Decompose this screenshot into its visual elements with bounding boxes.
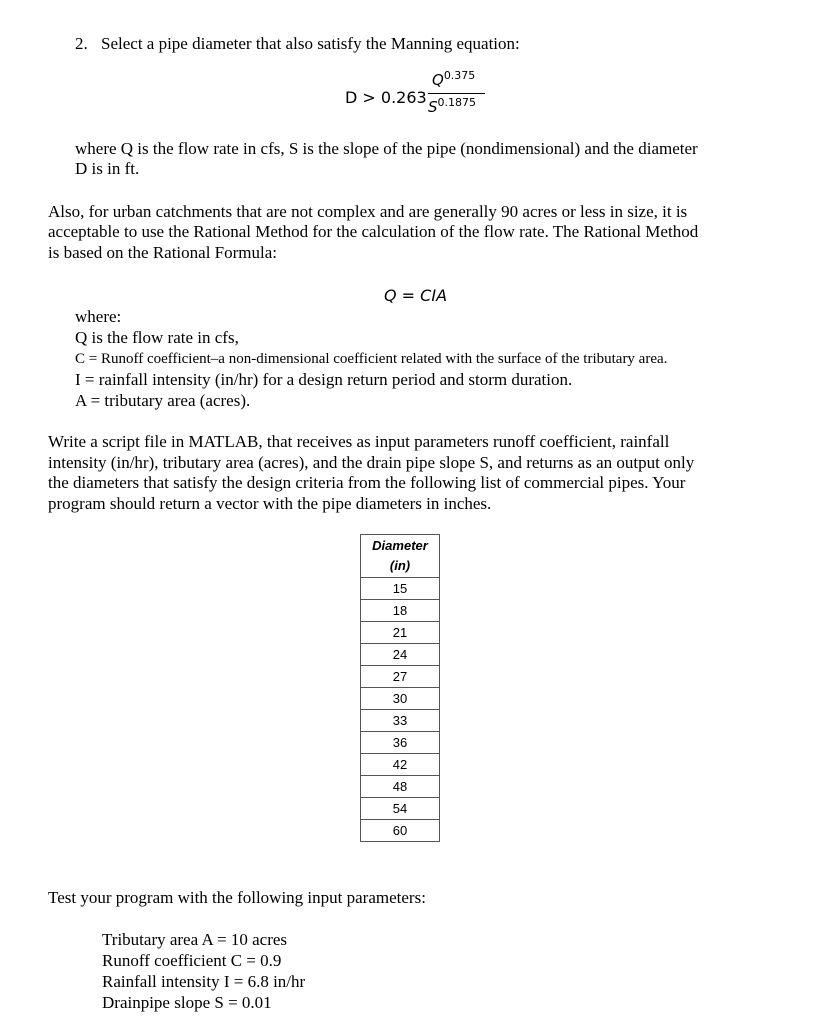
table-row	[361, 622, 440, 644]
rational-formula: Q = CIA	[384, 286, 448, 305]
test-param-runoff: Runoff coefficient C = 0.9	[102, 951, 282, 970]
table-row	[361, 798, 440, 820]
table-header	[361, 535, 440, 578]
pipe-diameter-table	[360, 534, 440, 842]
table-cell: 27	[361, 666, 440, 688]
test-param-intensity: Rainfall intensity I = 6.8 in/hr	[102, 972, 306, 991]
table-header-row	[361, 535, 440, 578]
table-cell: 21	[361, 622, 440, 644]
table-row	[361, 688, 440, 710]
def-q: Q is the flow rate in cfs,	[75, 328, 239, 347]
table-row	[361, 776, 440, 798]
manning-lhs: D > 0.263	[345, 88, 427, 107]
table-cell: 36	[361, 732, 440, 754]
rational-para-line-2: acceptable to use the Rational Method for the calculation of the flow rate. The Rational Method	[48, 222, 699, 241]
denominator-exp: 0.1875	[437, 96, 477, 109]
header-line-1: Diameter	[372, 538, 428, 553]
table-cell: 54	[361, 798, 440, 820]
numerator-exp: 0.375	[443, 69, 476, 82]
table-row	[361, 754, 440, 776]
header-line-2: (in)	[389, 558, 411, 573]
item-heading: Select a pipe diameter that also satisfy the Manning equation:	[101, 34, 520, 53]
def-c: C = Runoff coefficient–a non-dimensional coefficient related with the surface of the tributary area.	[75, 351, 668, 367]
rational-para-line-3: is based on the Rational Formula:	[48, 243, 277, 262]
test-param-slope: Drainpipe slope S = 0.01	[102, 993, 272, 1012]
table-row	[361, 820, 440, 842]
rational-para-line-1: Also, for urban catchments that are not complex and are generally 90 acres or less in size, it is	[48, 202, 688, 221]
table-cell: 30	[361, 688, 440, 710]
numerator-var: Q	[432, 71, 444, 89]
denominator-var: S	[428, 98, 438, 116]
script-para-line-2: intensity (in/hr), tributary area (acres), and the drain pipe slope S, and returns as an output only	[48, 453, 695, 472]
def-a: A = tributary area (acres).	[75, 391, 251, 410]
item-number: 2.	[75, 34, 88, 53]
table-cell: 60	[361, 820, 440, 842]
table-cell: 15	[361, 578, 440, 600]
fraction-bar	[428, 93, 485, 94]
script-para-line-1: Write a script file in MATLAB, that receives as input parameters runoff coefficient, rainfall	[48, 432, 670, 451]
table-row	[361, 644, 440, 666]
table-row	[361, 732, 440, 754]
script-para-line-4: program should return a vector with the pipe diameters in inches.	[48, 494, 492, 513]
table-row	[361, 666, 440, 688]
manning-numerator	[432, 70, 475, 92]
def-i: I = rainfall intensity (in/hr) for a design return period and storm duration.	[75, 370, 573, 389]
where-line-1: where Q is the flow rate in cfs, S is the slope of the pipe (nondimensional) and the diameter	[75, 139, 698, 158]
table-cell: 33	[361, 710, 440, 732]
table-cell: 48	[361, 776, 440, 798]
table-row	[361, 578, 440, 600]
manning-denominator	[428, 97, 476, 119]
table-cell: 42	[361, 754, 440, 776]
test-param-area: Tributary area A = 10 acres	[102, 930, 288, 949]
table-row	[361, 600, 440, 622]
test-intro: Test your program with the following input parameters:	[48, 888, 426, 907]
table-cell: 18	[361, 600, 440, 622]
table-row	[361, 710, 440, 732]
script-para-line-3: the diameters that satisfy the design criteria from the following list of commercial pipes. Your	[48, 473, 686, 492]
where-line-2: D is in ft.	[75, 159, 140, 178]
table-cell: 24	[361, 644, 440, 666]
where-label: where:	[75, 307, 122, 326]
